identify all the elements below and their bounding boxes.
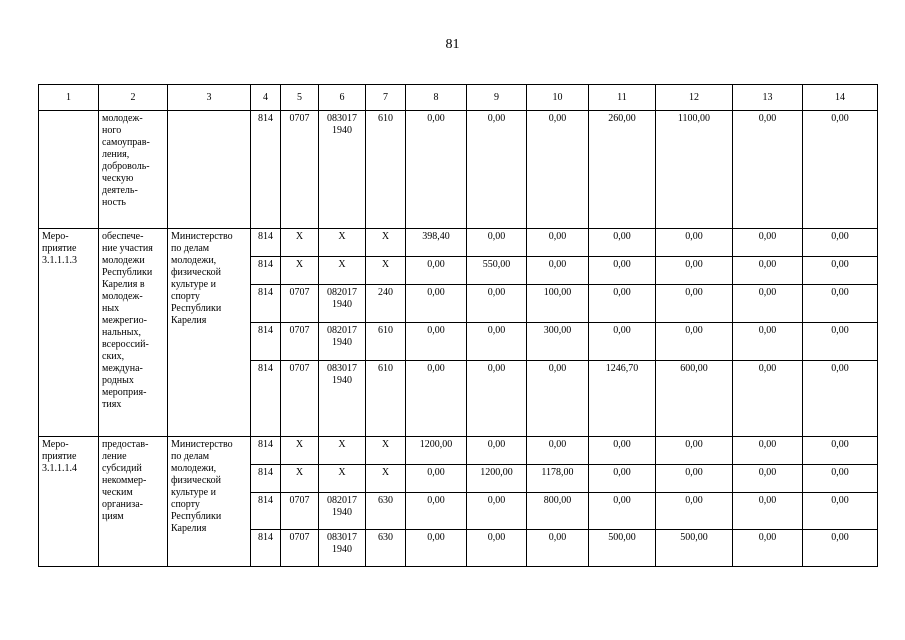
cell-col10: 300,00 [527, 323, 589, 361]
cell-col10: 0,00 [527, 437, 589, 465]
measure-id: Меро- приятие 3.1.1.1.3 [39, 229, 99, 437]
cell-col14: 0,00 [803, 285, 878, 323]
cell-col6: 083017 1940 [319, 361, 366, 437]
cell-col4: 814 [251, 285, 281, 323]
column-header-13: 13 [733, 85, 803, 111]
cell-col13: 0,00 [733, 111, 803, 229]
cell-col4: 814 [251, 229, 281, 257]
cell-col6: Х [319, 257, 366, 285]
cell-col10: 1178,00 [527, 465, 589, 493]
cell-col14: 0,00 [803, 465, 878, 493]
column-header-4: 4 [251, 85, 281, 111]
column-header-9: 9 [467, 85, 527, 111]
cell-col5: Х [281, 229, 319, 257]
cell-col12: 600,00 [656, 361, 733, 437]
cell-col7: Х [366, 229, 406, 257]
cell-col8: 0,00 [406, 530, 467, 567]
measure-id: Меро- приятие 3.1.1.1.4 [39, 437, 99, 567]
cell-col9: 0,00 [467, 437, 527, 465]
cell-col9: 0,00 [467, 285, 527, 323]
cell-col7: Х [366, 257, 406, 285]
cell-col13: 0,00 [733, 229, 803, 257]
cell-col10: 0,00 [527, 257, 589, 285]
cell-col7: 630 [366, 493, 406, 530]
cell-col13: 0,00 [733, 493, 803, 530]
cell-col14: 0,00 [803, 530, 878, 567]
cell-col12: 0,00 [656, 229, 733, 257]
cell-col1 [39, 111, 99, 229]
cell-col4: 814 [251, 257, 281, 285]
cell-col11: 500,00 [589, 530, 656, 567]
cell-col8: 0,00 [406, 285, 467, 323]
column-header-11: 11 [589, 85, 656, 111]
cell-col8: 0,00 [406, 361, 467, 437]
table-body [39, 111, 878, 567]
cell-col9: 0,00 [467, 323, 527, 361]
column-header-6: 6 [319, 85, 366, 111]
cell-col13: 0,00 [733, 465, 803, 493]
cell-col8: 0,00 [406, 323, 467, 361]
cell-col11: 260,00 [589, 111, 656, 229]
responsible-executor: Министерство по делам молодежи, физической культуре и спорту Республики Карелия [168, 437, 251, 567]
cell-col11: 1246,70 [589, 361, 656, 437]
cell-col8: 0,00 [406, 257, 467, 285]
cell-col7: Х [366, 465, 406, 493]
cell-col11: 0,00 [589, 323, 656, 361]
cell-col14: 0,00 [803, 437, 878, 465]
cell-col5: 0707 [281, 530, 319, 567]
cell-col8: 398,40 [406, 229, 467, 257]
cell-col12: 500,00 [656, 530, 733, 567]
cell-col11: 0,00 [589, 465, 656, 493]
cell-col5: 0707 [281, 323, 319, 361]
cell-col6: 082017 1940 [319, 493, 366, 530]
cell-col10: 0,00 [527, 111, 589, 229]
cell-col14: 0,00 [803, 257, 878, 285]
cell-col10: 100,00 [527, 285, 589, 323]
cell-col12: 0,00 [656, 465, 733, 493]
page-number: 81 [445, 37, 460, 52]
cell-col12: 0,00 [656, 285, 733, 323]
column-header-12: 12 [656, 85, 733, 111]
cell-col12: 0,00 [656, 493, 733, 530]
budget-table [38, 84, 878, 567]
cell-col7: 610 [366, 361, 406, 437]
header-row [39, 85, 878, 111]
column-header-10: 10 [527, 85, 589, 111]
responsible-executor: Министерство по делам молодежи, физической культуре и спорту Республики Карелия [168, 229, 251, 437]
cell-col3 [168, 111, 251, 229]
cell-col14: 0,00 [803, 493, 878, 530]
cell-col5: 0707 [281, 111, 319, 229]
cell-col6: 082017 1940 [319, 285, 366, 323]
measure-description: предостав- ление субсидий некоммер- ческим организа- циям [99, 437, 168, 567]
cell-col4: 814 [251, 493, 281, 530]
cell-col12: 1100,00 [656, 111, 733, 229]
cell-col4: 814 [251, 111, 281, 229]
cell-col12: 0,00 [656, 257, 733, 285]
cell-col9: 0,00 [467, 493, 527, 530]
cell-col7: 240 [366, 285, 406, 323]
cell-col13: 0,00 [733, 437, 803, 465]
cell-col9: 0,00 [467, 361, 527, 437]
cell-col5: 0707 [281, 361, 319, 437]
cell-col6: 082017 1940 [319, 323, 366, 361]
cell-col2: молодеж- ного самоуправ- ления, доброволь- ческую деятель- ность [99, 111, 168, 229]
cell-col14: 0,00 [803, 323, 878, 361]
cell-col12: 0,00 [656, 323, 733, 361]
cell-col4: 814 [251, 361, 281, 437]
cell-col4: 814 [251, 465, 281, 493]
cell-col9: 1200,00 [467, 465, 527, 493]
cell-col8: 0,00 [406, 493, 467, 530]
table-header [39, 85, 878, 111]
cell-col7: Х [366, 437, 406, 465]
column-header-7: 7 [366, 85, 406, 111]
cell-col9: 0,00 [467, 530, 527, 567]
cell-col13: 0,00 [733, 323, 803, 361]
cell-col14: 0,00 [803, 111, 878, 229]
cell-col5: Х [281, 257, 319, 285]
cell-col10: 0,00 [527, 229, 589, 257]
cell-col11: 0,00 [589, 229, 656, 257]
cell-col9: 0,00 [467, 229, 527, 257]
cell-col4: 814 [251, 437, 281, 465]
cell-col11: 0,00 [589, 257, 656, 285]
column-header-3: 3 [168, 85, 251, 111]
cell-col10: 800,00 [527, 493, 589, 530]
cell-col10: 0,00 [527, 530, 589, 567]
cell-col6: Х [319, 229, 366, 257]
cell-col9: 0,00 [467, 111, 527, 229]
cell-col7: 630 [366, 530, 406, 567]
cell-col13: 0,00 [733, 285, 803, 323]
cell-col14: 0,00 [803, 229, 878, 257]
cell-col5: Х [281, 437, 319, 465]
cell-col12: 0,00 [656, 437, 733, 465]
column-header-1: 1 [39, 85, 99, 111]
table-row [39, 111, 878, 229]
column-header-5: 5 [281, 85, 319, 111]
cell-col11: 0,00 [589, 493, 656, 530]
cell-col6: Х [319, 465, 366, 493]
cell-col4: 814 [251, 323, 281, 361]
cell-col6: 083017 1940 [319, 111, 366, 229]
cell-col13: 0,00 [733, 361, 803, 437]
cell-col9: 550,00 [467, 257, 527, 285]
cell-col8: 0,00 [406, 465, 467, 493]
cell-col7: 610 [366, 111, 406, 229]
cell-col6: Х [319, 437, 366, 465]
cell-col6: 083017 1940 [319, 530, 366, 567]
cell-col5: Х [281, 465, 319, 493]
column-header-14: 14 [803, 85, 878, 111]
cell-col5: 0707 [281, 285, 319, 323]
table-row [39, 437, 878, 465]
cell-col11: 0,00 [589, 437, 656, 465]
cell-col8: 0,00 [406, 111, 467, 229]
cell-col13: 0,00 [733, 257, 803, 285]
cell-col13: 0,00 [733, 530, 803, 567]
table-row [39, 229, 878, 257]
cell-col4: 814 [251, 530, 281, 567]
column-header-8: 8 [406, 85, 467, 111]
cell-col14: 0,00 [803, 361, 878, 437]
cell-col11: 0,00 [589, 285, 656, 323]
cell-col8: 1200,00 [406, 437, 467, 465]
column-header-2: 2 [99, 85, 168, 111]
cell-col7: 610 [366, 323, 406, 361]
measure-description: обеспече- ние участия молодежи Республики Карелия в молодеж- ных межрегио- нальных, всероссий- ских, междуна- родных мероприя- тиях [99, 229, 168, 437]
cell-col5: 0707 [281, 493, 319, 530]
cell-col10: 0,00 [527, 361, 589, 437]
